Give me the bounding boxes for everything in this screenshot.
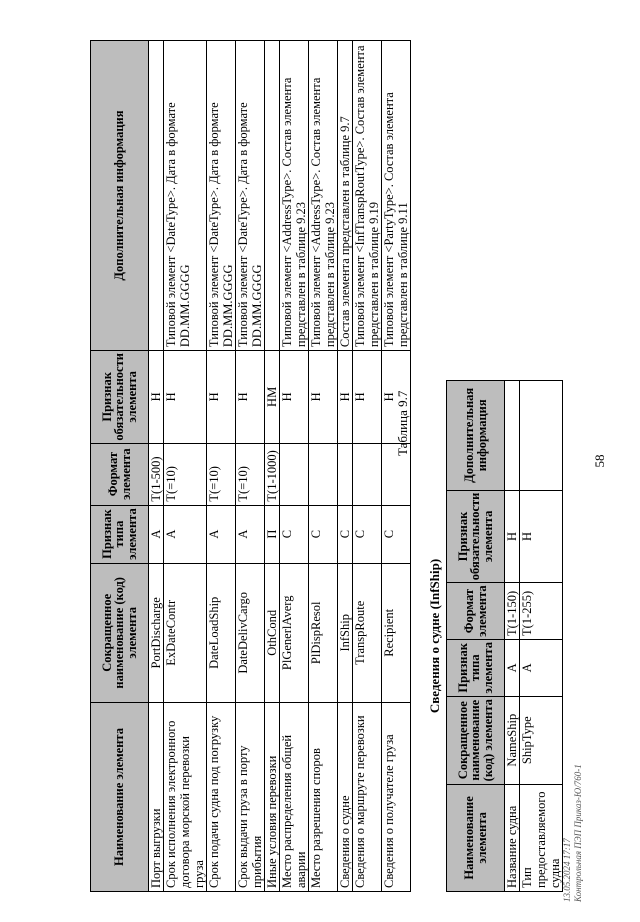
cell-format: [309, 443, 338, 505]
cell-format: T(1-255): [520, 583, 563, 640]
cell-code: PlDispResol: [309, 563, 338, 702]
header-additional-info: Дополнительная информация: [91, 41, 149, 351]
cell-required: H: [382, 351, 411, 444]
header-element-format: Формат элемента: [91, 443, 149, 505]
cell-type: A: [505, 640, 520, 697]
cell-format: [353, 443, 382, 505]
cell-code: NameShip: [505, 696, 520, 784]
cell-required: H: [520, 490, 563, 583]
cell-required: H: [207, 351, 236, 444]
header-element-type: Признак типа элемента: [447, 640, 505, 697]
cell-required: H: [149, 351, 164, 444]
table-row: [265, 41, 280, 892]
cell-name: Порт выгрузки: [149, 703, 164, 892]
cell-type: C: [309, 505, 338, 563]
cell-type: C: [353, 505, 382, 563]
header-element-format: Формат элемента: [447, 583, 505, 640]
table-row: [382, 41, 411, 892]
cell-info: [520, 381, 563, 491]
cell-type: A: [520, 640, 563, 697]
cell-code: DateLoadShip: [207, 563, 236, 702]
header-element-required: Признак обязательности элемента: [447, 490, 505, 583]
cell-code: ExDateContr: [164, 563, 207, 702]
cell-name: Название судна: [505, 784, 520, 891]
cell-code: OthCond: [265, 563, 280, 702]
header-element-code: Сокращенное наименование (код) элемента: [91, 563, 149, 702]
header-element-type: Признак типа элемента: [91, 505, 149, 563]
table-title: Сведения о судне (InfShip): [427, 558, 442, 714]
table-row: [149, 41, 164, 892]
table-header-row: [91, 41, 149, 892]
cell-required: H: [164, 351, 207, 444]
table-header-row: [447, 381, 505, 892]
cell-type: A: [149, 505, 164, 563]
cell-format: T(=10): [236, 443, 265, 505]
cell-type: П: [265, 505, 280, 563]
header-element-code: Сокращенное наименование (код) элемента: [447, 696, 505, 784]
cell-required: H: [280, 351, 309, 444]
cell-code: PlGenerlAverg: [280, 563, 309, 702]
ship-info-table: [446, 380, 563, 892]
elements-table: [90, 40, 411, 892]
cell-type: A: [207, 505, 236, 563]
cell-info: Типовой элемент <DateType>. Дата в формате DD.MM.GGGG: [207, 41, 236, 351]
cell-name: Иные условия перевозки: [265, 703, 280, 892]
table-row: [353, 41, 382, 892]
table-caption: Таблица 9.7: [395, 390, 410, 456]
stamp-text: Контрольная ПЭП Приказ-Ю/760-1: [573, 764, 583, 902]
cell-name: Сведения о судне: [338, 703, 353, 892]
cell-format: [280, 443, 309, 505]
table-row: [309, 41, 338, 892]
cell-code: PortDischarge: [149, 563, 164, 702]
cell-name: Тип предоставляемого судна: [520, 784, 563, 891]
table-row: [280, 41, 309, 892]
cell-info: Типовой элемент <PartyType>. Состав элемента представлен в таблице 9.11: [382, 41, 411, 351]
cell-required: H: [505, 490, 520, 583]
cell-code: DateDelivCargo: [236, 563, 265, 702]
cell-name: Место разрешения споров: [309, 703, 338, 892]
page-number: 58: [592, 454, 607, 468]
cell-code: Recipient: [382, 563, 411, 702]
cell-name: Срок подачи судна под погрузку: [207, 703, 236, 892]
table-row: [338, 41, 353, 892]
cell-required: H: [338, 351, 353, 444]
header-element-name: Наименование элемента: [447, 784, 505, 891]
cell-format: T(=10): [207, 443, 236, 505]
cell-code: TranspRoute: [353, 563, 382, 702]
cell-name: Срок исполнения электронного договора морской перевозки груза: [164, 703, 207, 892]
cell-info: Состав элемента представлен в таблице 9.7: [338, 41, 353, 351]
cell-info: Типовой элемент <AddressType>. Состав элемента представлен в таблице 9.23: [280, 41, 309, 351]
cell-format: T(=10): [164, 443, 207, 505]
cell-type: C: [280, 505, 309, 563]
cell-format: T(1-1000): [265, 443, 280, 505]
table-row: [520, 381, 563, 892]
cell-required: H: [309, 351, 338, 444]
cell-type: A: [164, 505, 207, 563]
cell-required: HM: [265, 351, 280, 444]
stamp-date: 13.05.2024 17:17: [562, 838, 572, 902]
table-row: [207, 41, 236, 892]
header-element-required: Признак обязательности элемента: [91, 351, 149, 444]
cell-code: InfShip: [338, 563, 353, 702]
cell-format: T(1-150): [505, 583, 520, 640]
table-row: [505, 381, 520, 892]
electronic-signature-stamp: [562, 702, 584, 902]
cell-name: Сведения о получателе груза: [382, 703, 411, 892]
header-element-name: Наименование элемента: [91, 703, 149, 892]
cell-required: H: [353, 351, 382, 444]
cell-info: [265, 41, 280, 351]
cell-required: H: [236, 351, 265, 444]
cell-info: Типовой элемент <AddressType>. Состав элемента представлен в таблице 9.23: [309, 41, 338, 351]
cell-code: ShipType: [520, 696, 563, 784]
cell-name: Срок выдачи груза в порту прибытия: [236, 703, 265, 892]
cell-type: C: [382, 505, 411, 563]
cell-info: [149, 41, 164, 351]
cell-format: [338, 443, 353, 505]
cell-format: T(1-500): [149, 443, 164, 505]
cell-type: C: [338, 505, 353, 563]
cell-name: Сведения о маршруте перевозки: [353, 703, 382, 892]
table-row: [236, 41, 265, 892]
cell-name: Место распределения общей аварии: [280, 703, 309, 892]
cell-type: A: [236, 505, 265, 563]
cell-info: Типовой элемент <DateType>. Дата в формате DD.MM.GGGG: [236, 41, 265, 351]
cell-info: Типовой элемент <InfTranspRoutType>. Состав элемента представлен в таблице 9.19: [353, 41, 382, 351]
table-row: [164, 41, 207, 892]
cell-info: Типовой элемент <DateType>. Дата в формате DD.MM.GGGG: [164, 41, 207, 351]
cell-info: [505, 381, 520, 491]
header-additional-info: Дополнительная информация: [447, 381, 505, 491]
